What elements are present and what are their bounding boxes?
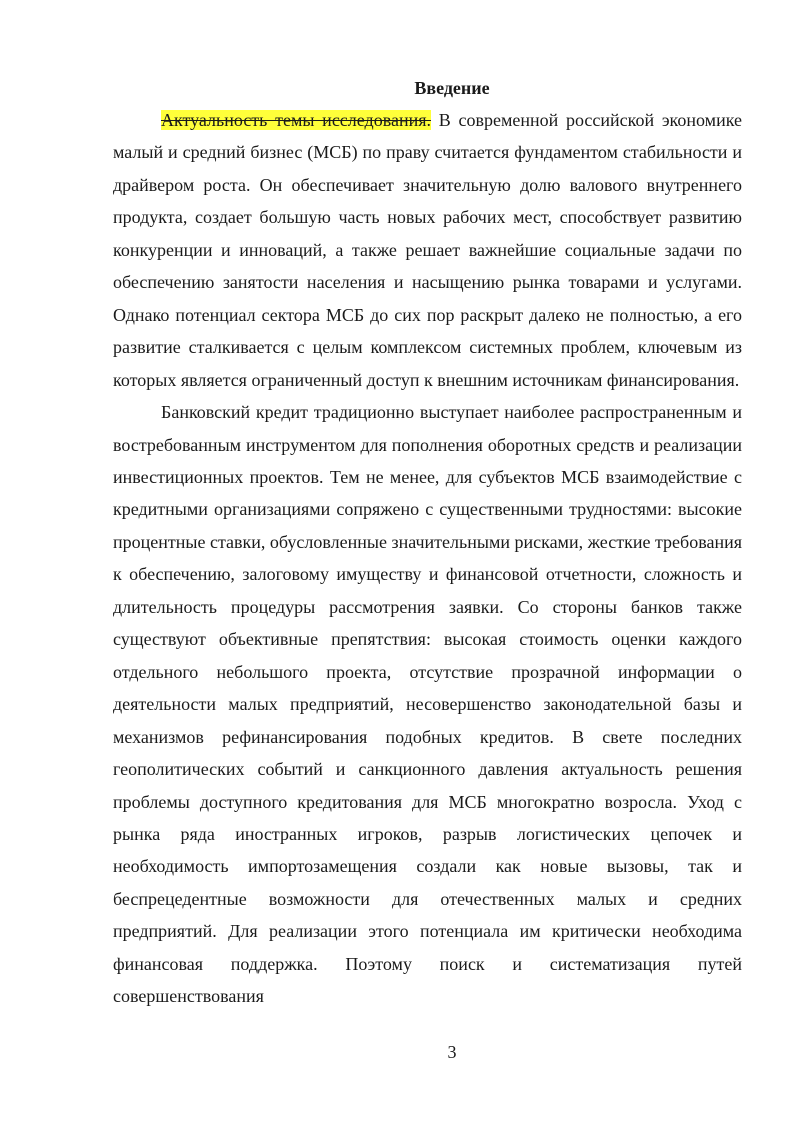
body-text [113, 104, 742, 1013]
section-heading: Введение [414, 78, 490, 98]
highlighted-strikethrough-phrase: Актуальность темы исследования. [161, 110, 431, 130]
paragraph-1 [113, 104, 742, 396]
paragraph-1-text: В современной российской экономике малый и средний бизнес (МСБ) по праву считается фундаментом стабильности и драйвером роста. Он обеспечивает значительную долю валового внутреннего продукта, создает большую часть новых рабочих мест, способствует развитию конкуренции и инноваций, а также решает важнейшие социальные задачи по обеспечению занятости населения и насыщению рынка товарами и услугами. Однако потенциал сектора МСБ до сих пор раскрыт далеко не полностью, а его развитие сталкивается с целым комплексом системных проблем, ключевым из которых является ограниченный доступ к внешним источникам финансирования. [113, 110, 742, 390]
paragraph-2: Банковский кредит традиционно выступает наиболее распространенным и востребованным инструментом для пополнения оборотных средств и реализации инвестиционных проектов. Тем не менее, для субъектов МСБ взаимодействие с кредитными организациями сопряжено с существенными трудностями: высокие процентные ставки, обусловленные значительными рисками, жесткие требования к обеспечению, залоговому имуществу и финансовой отчетности, сложность и длительность процедуры рассмотрения заявки. Со стороны банков также существуют объективные препятствия: высокая стоимость оценки каждого отдельного небольшого проекта, отсутствие прозрачной информации о деятельности малых предприятий, несовершенство законодательной базы и механизмов рефинансирования подобных кредитов. В свете последних геополитических событий и санкционного давления актуальность решения проблемы доступного кредитования для МСБ многократно возросла. Уход с рынка ряда иностранных игроков, разрыв логистических цепочек и необходимость импортозамещения создали как новые вызовы, так и беспрецедентные возможности для отечественных малых и средних предприятий. Для реализации этого потенциала им критически необходима финансовая поддержка. Поэтому поиск и систематизация путей совершенствования [113, 402, 742, 1007]
page-number: 3 [447, 1042, 457, 1062]
